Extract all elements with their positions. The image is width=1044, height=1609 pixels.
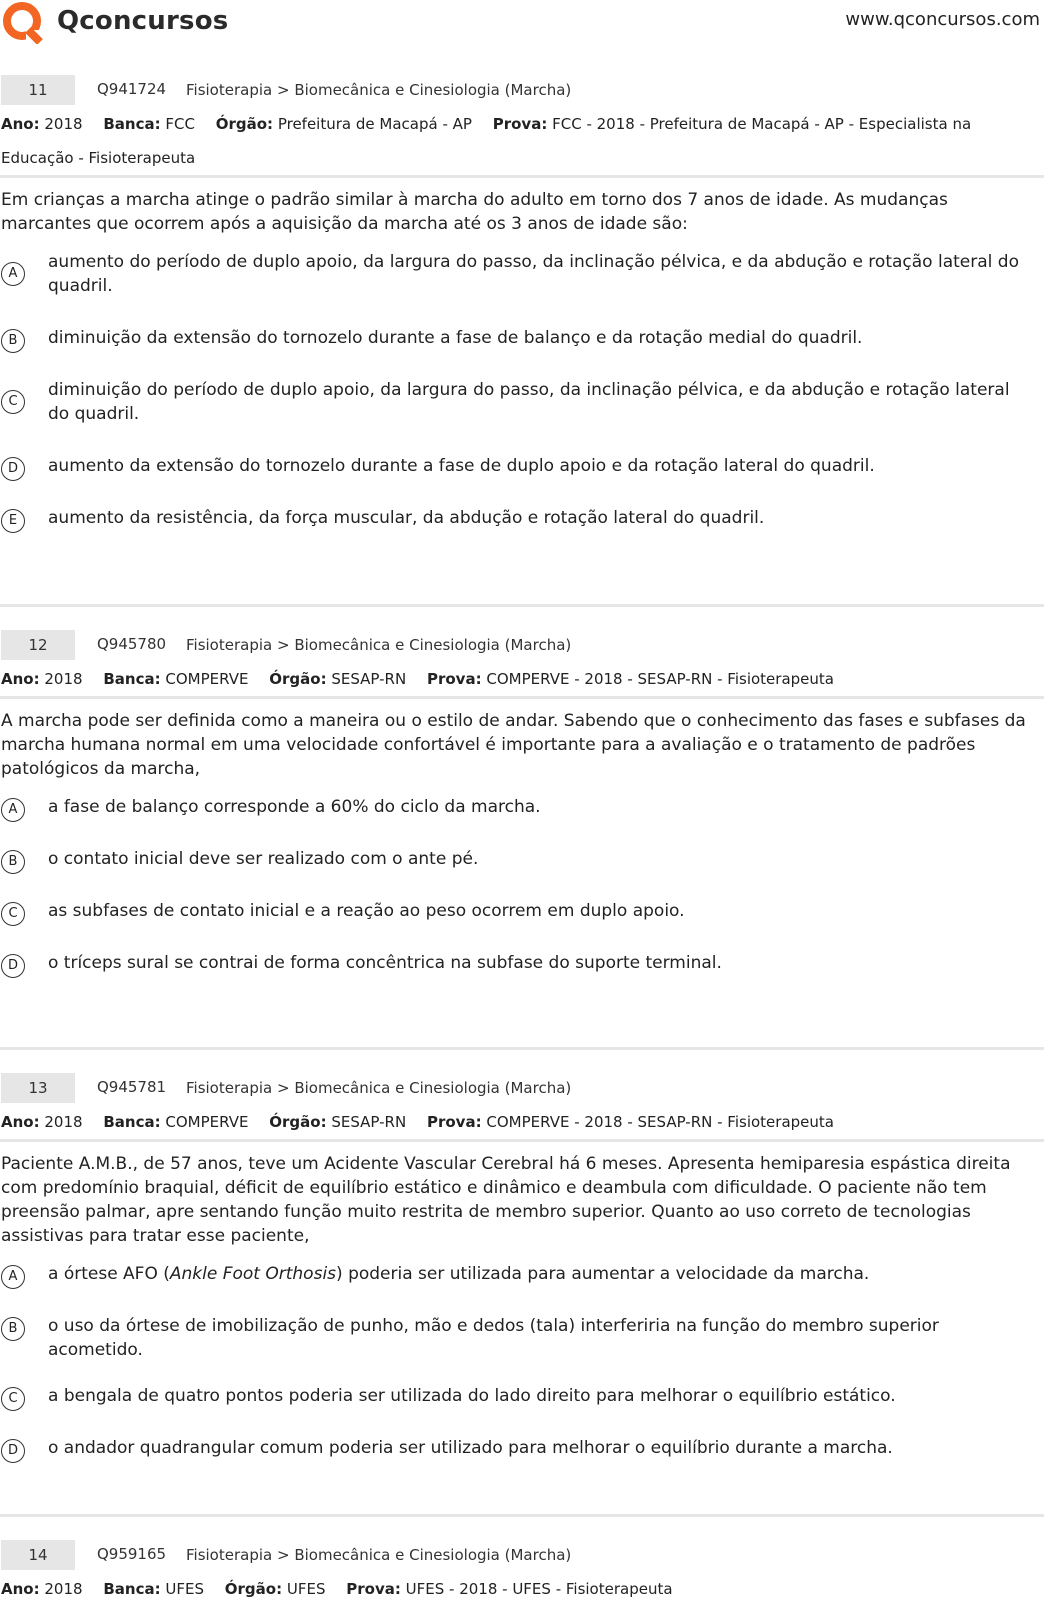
option-letter-a[interactable]: A bbox=[1, 798, 25, 822]
question-card bbox=[0, 1073, 1044, 1488]
option-b[interactable] bbox=[0, 1314, 1044, 1362]
qconcursos-logo-icon[interactable] bbox=[0, 0, 46, 44]
option-letter-d[interactable]: D bbox=[1, 954, 25, 978]
question-card bbox=[0, 630, 1044, 1003]
question-subject[interactable]: Fisioterapia > Biomecânica e Cinesiologia (Marcha) bbox=[186, 81, 572, 99]
option-text: aumento do período de duplo apoio, da largura do passo, da inclinação pélvica, e da abdução e rotação lateral do quadril. bbox=[48, 252, 1019, 296]
question-separator bbox=[0, 1514, 1044, 1517]
option-d[interactable] bbox=[0, 1436, 1044, 1466]
question-stem: A marcha pode ser definida como a maneira ou o estilo de andar. Sabendo que o conhecimento das fases e subfases da marcha humana normal em uma velocidade confortável é importante para a avaliação e o tratamento de padrões patológicos da marcha, bbox=[1, 711, 1026, 779]
option-letter-b[interactable]: B bbox=[1, 329, 25, 353]
question-meta bbox=[0, 105, 1044, 175]
option-a[interactable] bbox=[0, 795, 1044, 825]
option-a[interactable] bbox=[0, 250, 1044, 298]
option-c[interactable] bbox=[0, 378, 1044, 426]
options-list bbox=[0, 1262, 1044, 1466]
page-header bbox=[0, 0, 1044, 46]
option-c[interactable] bbox=[0, 899, 1044, 929]
option-letter-d[interactable]: D bbox=[1, 457, 25, 481]
option-letter-b[interactable]: B bbox=[1, 1317, 25, 1341]
label-banca: Banca: bbox=[103, 1113, 161, 1131]
question-header bbox=[0, 75, 1044, 105]
option-text-after: ) poderia ser utilizada para aumentar a velocidade da marcha. bbox=[336, 1264, 870, 1284]
label-orgao: Órgão: bbox=[269, 670, 327, 688]
option-b[interactable] bbox=[0, 847, 1044, 877]
meta-ano: 2018 bbox=[44, 670, 83, 688]
option-letter-a[interactable]: A bbox=[1, 262, 25, 286]
label-prova: Prova: bbox=[426, 670, 482, 688]
question-subject[interactable]: Fisioterapia > Biomecânica e Cinesiologia (Marcha) bbox=[186, 1079, 572, 1097]
option-text: a bengala de quatro pontos poderia ser utilizada do lado direito para melhorar o equilíbrio estático. bbox=[48, 1386, 896, 1406]
option-text: diminuição do período de duplo apoio, da largura do passo, da inclinação pélvica, e da abdução e rotação lateral do quadril. bbox=[48, 380, 1010, 424]
label-banca: Banca: bbox=[103, 1580, 161, 1598]
meta-banca: FCC bbox=[165, 115, 195, 133]
option-letter-c[interactable]: C bbox=[1, 902, 25, 926]
question-header bbox=[0, 1540, 1044, 1570]
option-letter-c[interactable]: C bbox=[1, 390, 25, 414]
question-separator bbox=[0, 1047, 1044, 1050]
meta-banca: COMPERVE bbox=[165, 670, 249, 688]
question-card bbox=[0, 1540, 1044, 1606]
option-letter-e[interactable]: E bbox=[1, 509, 25, 533]
option-text: as subfases de contato inicial e a reação ao peso ocorrem em duplo apoio. bbox=[48, 901, 685, 921]
label-prova: Prova: bbox=[346, 1580, 401, 1598]
question-number: 13 bbox=[1, 1073, 75, 1103]
option-letter-a[interactable]: A bbox=[1, 1265, 25, 1289]
label-prova: Prova: bbox=[492, 115, 548, 133]
label-orgao: Órgão: bbox=[215, 115, 274, 133]
question-meta bbox=[0, 1570, 1044, 1606]
meta-orgao: SESAP-RN bbox=[331, 1113, 407, 1131]
option-d[interactable] bbox=[0, 951, 1044, 981]
question-subject[interactable]: Fisioterapia > Biomecânica e Cinesiologia (Marcha) bbox=[186, 636, 572, 654]
meta-orgao: SESAP-RN bbox=[331, 670, 407, 688]
question-id[interactable]: Q945780 bbox=[97, 635, 167, 653]
meta-banca: COMPERVE bbox=[165, 1113, 249, 1131]
option-letter-c[interactable]: C bbox=[1, 1387, 25, 1411]
brand-name[interactable]: Qconcursos bbox=[57, 6, 229, 36]
question-subject[interactable]: Fisioterapia > Biomecânica e Cinesiologia (Marcha) bbox=[186, 1546, 572, 1564]
question-header bbox=[0, 1073, 1044, 1103]
label-banca: Banca: bbox=[103, 115, 161, 133]
question-separator bbox=[0, 604, 1044, 607]
question-id[interactable]: Q941724 bbox=[97, 80, 167, 98]
question-stem: Paciente A.M.B., de 57 anos, teve um Acidente Vascular Cerebral há 6 meses. Apresenta hemiparesia espástica direita com predomínio braquial, déficit de equilíbrio estático e dinâmico e deambula com dificuldade. O paciente não tem preensão palmar, apre sentando função muito restrita de membro superior. Quanto ao uso correto de tecnologias assistivas para tratar esse paciente, bbox=[1, 1154, 1011, 1246]
question-id[interactable]: Q959165 bbox=[97, 1545, 167, 1563]
label-ano: Ano: bbox=[1, 1113, 40, 1131]
option-text: o andador quadrangular comum poderia ser utilizado para melhorar o equilíbrio durante a marcha. bbox=[48, 1438, 893, 1458]
label-prova: Prova: bbox=[426, 1113, 482, 1131]
option-d[interactable] bbox=[0, 454, 1044, 484]
meta-prova: FCC - 2018 - Prefeitura de Macapá - AP - Especialista na Educação - Fisioterapeuta bbox=[1, 115, 972, 167]
label-orgao: Órgão: bbox=[269, 1113, 327, 1131]
question-number: 12 bbox=[1, 630, 75, 660]
question-stem: Em crianças a marcha atinge o padrão similar à marcha do adulto em torno dos 7 anos de idade. As mudanças marcantes que ocorrem após a aquisição da marcha até os 3 anos de idade são: bbox=[1, 190, 948, 234]
option-text: o uso da órtese de imobilização de punho, mão e dedos (tala) interferiria na função do membro superior acometido. bbox=[48, 1316, 939, 1360]
meta-banca: UFES bbox=[165, 1580, 204, 1598]
option-text: o tríceps sural se contrai de forma concêntrica na subfase do suporte terminal. bbox=[48, 953, 722, 973]
question-number: 11 bbox=[1, 75, 75, 105]
option-letter-b[interactable]: B bbox=[1, 850, 25, 874]
option-text: diminuição da extensão do tornozelo durante a fase de balanço e da rotação medial do quadril. bbox=[48, 328, 863, 348]
option-text: aumento da extensão do tornozelo durante a fase de duplo apoio e da rotação lateral do quadril. bbox=[48, 456, 875, 476]
site-url[interactable]: www.qconcursos.com bbox=[845, 9, 1040, 30]
question-id[interactable]: Q945781 bbox=[97, 1078, 167, 1096]
option-c[interactable] bbox=[0, 1384, 1044, 1414]
option-b[interactable] bbox=[0, 326, 1044, 356]
meta-orgao: Prefeitura de Macapá - AP bbox=[277, 115, 472, 133]
options-list bbox=[0, 250, 1044, 536]
option-a[interactable] bbox=[0, 1262, 1044, 1292]
options-list bbox=[0, 795, 1044, 981]
label-banca: Banca: bbox=[103, 670, 161, 688]
question-header bbox=[0, 630, 1044, 660]
question-meta bbox=[0, 660, 1044, 696]
meta-ano: 2018 bbox=[44, 1113, 83, 1131]
label-ano: Ano: bbox=[1, 1580, 40, 1598]
option-text: o contato inicial deve ser realizado com o ante pé. bbox=[48, 849, 479, 869]
option-text-before: a órtese AFO ( bbox=[48, 1264, 170, 1284]
meta-prova: COMPERVE - 2018 - SESAP-RN - Fisioterapeuta bbox=[486, 1113, 834, 1131]
option-e[interactable] bbox=[0, 506, 1044, 536]
label-ano: Ano: bbox=[1, 115, 40, 133]
option-letter-d[interactable]: D bbox=[1, 1439, 25, 1463]
label-ano: Ano: bbox=[1, 670, 40, 688]
question-card bbox=[0, 75, 1044, 558]
meta-ano: 2018 bbox=[44, 115, 83, 133]
meta-orgao: UFES bbox=[286, 1580, 326, 1598]
meta-prova: UFES - 2018 - UFES - Fisioterapeuta bbox=[405, 1580, 673, 1598]
meta-ano: 2018 bbox=[44, 1580, 83, 1598]
option-text-italic: Ankle Foot Orthosis bbox=[169, 1264, 337, 1284]
option-text: aumento da resistência, da força muscular, da abdução e rotação lateral do quadril. bbox=[48, 508, 765, 528]
question-number: 14 bbox=[1, 1540, 75, 1570]
label-orgao: Órgão: bbox=[224, 1580, 283, 1598]
option-text: a fase de balanço corresponde a 60% do ciclo da marcha. bbox=[48, 797, 541, 817]
meta-prova: COMPERVE - 2018 - SESAP-RN - Fisioterapeuta bbox=[486, 670, 834, 688]
question-meta bbox=[0, 1103, 1044, 1139]
